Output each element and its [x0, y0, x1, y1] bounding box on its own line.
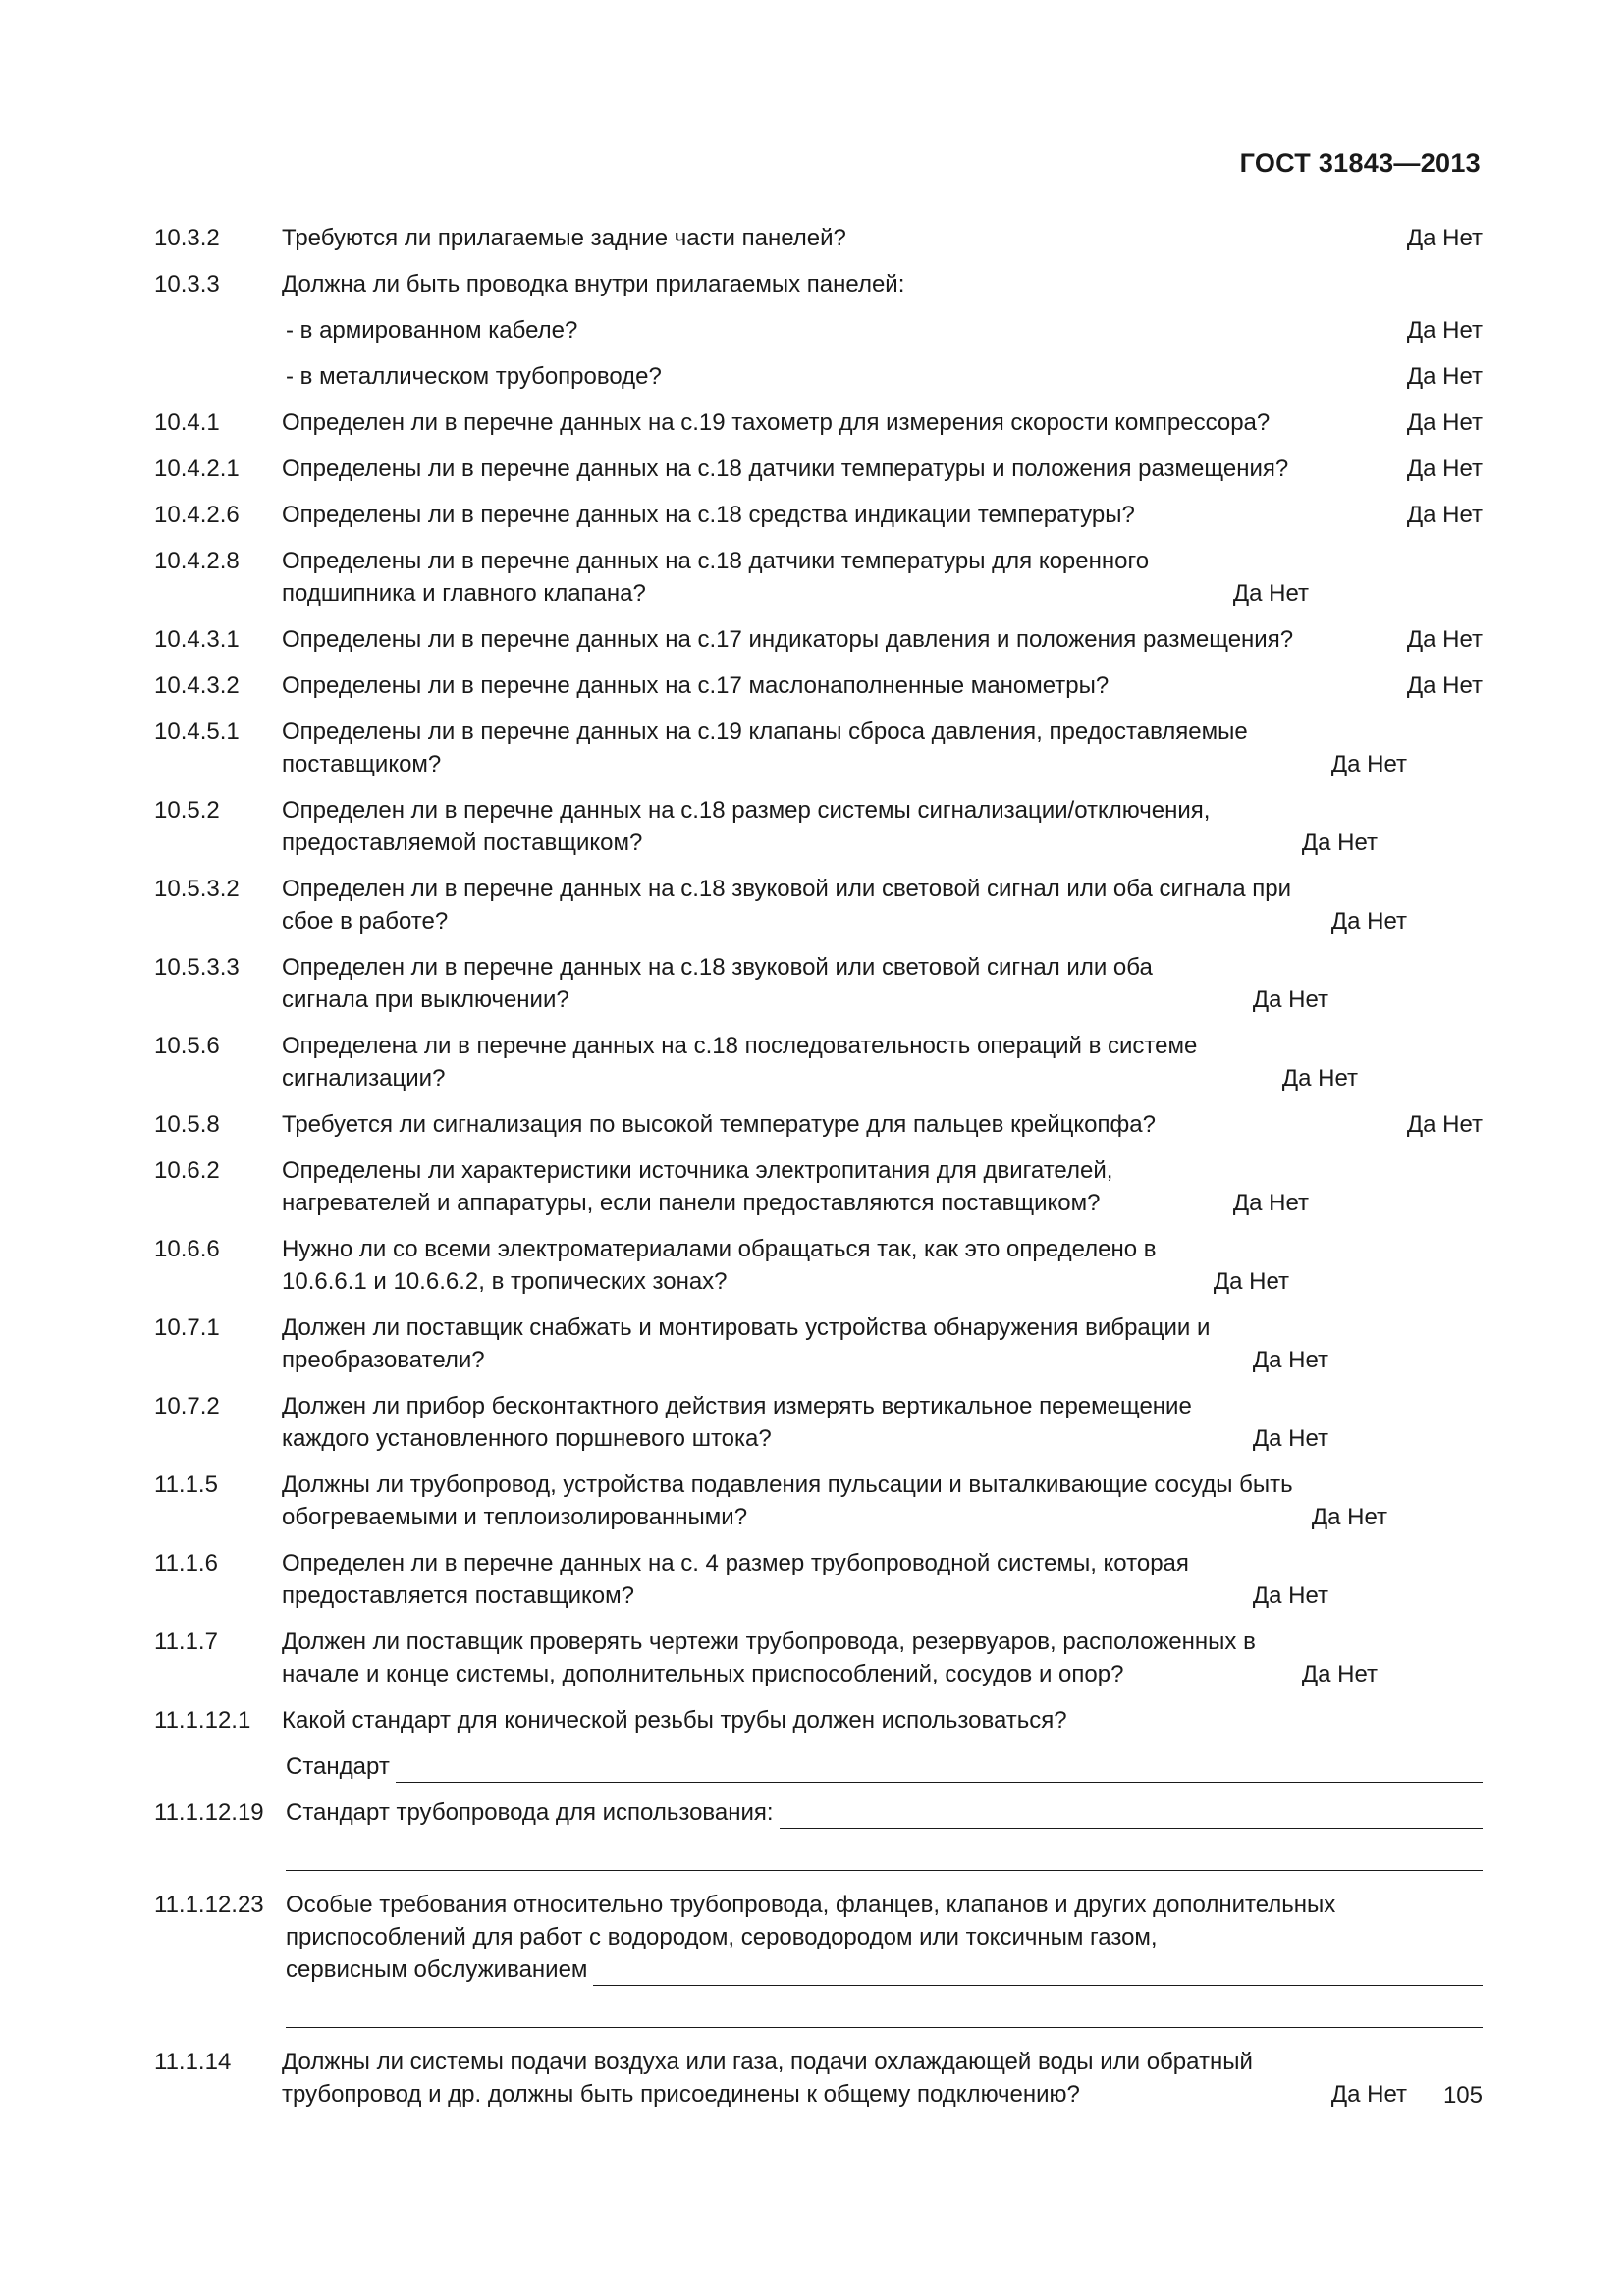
yes-no-answer[interactable]: Да Нет [1406, 317, 1483, 344]
list-item [154, 1704, 1483, 1736]
yes-no-answer[interactable]: Да Нет [1406, 225, 1483, 251]
item-question: Определены ли в перечне данных на с.18 датчики температуры для коренного подшипника и главного клапана? [282, 548, 1150, 607]
list-item [154, 951, 1483, 1016]
item-question: Определены ли в перечне данных на с.17 маслонаполненные манометры? [282, 672, 1110, 699]
item-question: Определен ли в перечне данных на с. 4 размер трубопроводной системы, которая предоставляется поставщиком? [282, 1550, 1189, 1609]
list-item [154, 360, 1483, 393]
list-item [154, 314, 1483, 347]
yes-no-answer[interactable]: Да Нет [1301, 829, 1378, 856]
item-number: 10.4.1 [154, 409, 220, 436]
item-question: Должна ли быть проводка внутри прилагаемых панелей: [282, 271, 905, 297]
item-number: 11.1.12.1 [154, 1707, 251, 1734]
item-question: Требуется ли сигнализация по высокой температуре для пальцев крейцкопфа? [282, 1111, 1156, 1138]
item-subquestion: - в армированном кабеле? [286, 317, 578, 344]
yes-no-answer[interactable]: Да Нет [1330, 2081, 1407, 2108]
yes-no-answer[interactable]: Да Нет [1232, 580, 1309, 607]
list-item [154, 1796, 1483, 1829]
questionnaire [154, 222, 1483, 2124]
item-number: 10.5.6 [154, 1033, 220, 1059]
item-number: 10.4.2.8 [154, 548, 240, 574]
item-number: 10.5.3.3 [154, 954, 240, 981]
document-code: ГОСТ 31843—2013 [1239, 148, 1481, 178]
item-question: Определен ли в перечне данных на с.18 размер системы сигнализации/отключения, предоставляемой поставщиком? [282, 797, 1211, 856]
yes-no-answer[interactable]: Да Нет [1406, 455, 1483, 482]
blank-input-line[interactable] [286, 1842, 1483, 1871]
item-number: 11.1.6 [154, 1550, 218, 1576]
yes-no-answer[interactable]: Да Нет [1406, 409, 1483, 436]
item-question: Определена ли в перечне данных на с.18 последовательность операций в системе сигнализации? [282, 1033, 1198, 1092]
yes-no-answer[interactable]: Да Нет [1330, 908, 1407, 934]
item-number: 11.1.5 [154, 1471, 218, 1498]
list-item [154, 1030, 1483, 1095]
item-question: Определены ли в перечне данных на с.17 индикаторы давления и положения размещения? [282, 626, 1294, 653]
item-question: Какой стандарт для конической резьбы трубы должен использоваться? [282, 1707, 1067, 1734]
item-question: Определены ли характеристики источника электропитания для двигателей, нагревателей и аппаратуры, если панели предоставляются поставщиком? [282, 1157, 1113, 1216]
list-item [154, 1311, 1483, 1376]
item-question: Определены ли в перечне данных на с.19 клапаны сброса давления, предоставляемые поставщиком? [282, 719, 1248, 777]
blank-input-line[interactable] [286, 2000, 1483, 2028]
yes-no-answer[interactable]: Да Нет [1252, 1582, 1328, 1609]
item-number: 10.6.2 [154, 1157, 220, 1184]
yes-no-answer[interactable]: Да Нет [1330, 751, 1407, 777]
yes-no-answer[interactable]: Да Нет [1406, 1111, 1483, 1138]
item-number: 11.1.7 [154, 1629, 218, 1655]
item-question: Определены ли в перечне данных на с.18 датчики температуры и положения размещения? [282, 455, 1289, 482]
item-question: Стандарт трубопровода для использования: [286, 1799, 774, 1826]
special-requirements-input-line[interactable] [593, 1961, 1483, 1986]
yes-no-answer[interactable]: Да Нет [1213, 1268, 1289, 1295]
special-requirements-field [154, 1953, 1483, 1986]
list-item [154, 545, 1483, 610]
list-item [154, 268, 1483, 300]
item-question: Особые требования относительно трубопровода, фланцев, клапанов и других дополнительных приспособлений для работ с водородом, сероводородом или токсичным газом, [286, 1892, 1336, 1950]
yes-no-answer[interactable]: Да Нет [1232, 1190, 1309, 1216]
list-item [154, 2046, 1483, 2110]
list-item [154, 222, 1483, 254]
list-item [154, 669, 1483, 702]
standard-field [154, 1750, 1483, 1783]
yes-no-answer[interactable]: Да Нет [1252, 1347, 1328, 1373]
item-number: 10.7.1 [154, 1314, 220, 1341]
service-label: сервисным обслуживанием [286, 1956, 588, 1983]
list-item [154, 406, 1483, 439]
yes-no-answer[interactable]: Да Нет [1252, 987, 1328, 1013]
yes-no-answer[interactable]: Да Нет [1406, 626, 1483, 653]
list-item [154, 873, 1483, 937]
item-number: 11.1.14 [154, 2049, 232, 2075]
standard-input-line[interactable] [396, 1758, 1483, 1783]
yes-no-answer[interactable]: Да Нет [1406, 363, 1483, 390]
item-number: 10.3.3 [154, 271, 220, 297]
item-question: Определен ли в перечне данных на с.19 тахометр для измерения скорости компрессора? [282, 409, 1271, 436]
list-item [154, 499, 1483, 531]
yes-no-answer[interactable]: Да Нет [1281, 1065, 1358, 1092]
page-number: 105 [1442, 2082, 1483, 2109]
item-question: Нужно ли со всеми электроматериалами обращаться так, как это определено в 10.6.6.1 и 10.6.6.2, в тропических зонах? [282, 1236, 1157, 1295]
item-number: 10.5.8 [154, 1111, 220, 1138]
list-item [154, 1233, 1483, 1298]
item-number: 11.1.12.23 [154, 1892, 264, 1918]
item-number: 10.5.2 [154, 797, 220, 824]
list-item [154, 1468, 1483, 1533]
item-question: Определен ли в перечне данных на с.18 звуковой или световой сигнал или оба сигнала при выключении? [282, 954, 1153, 1013]
list-item [154, 716, 1483, 780]
item-number: 10.4.3.1 [154, 626, 240, 653]
yes-no-answer[interactable]: Да Нет [1301, 1661, 1378, 1687]
item-number: 10.7.2 [154, 1393, 220, 1419]
list-item [154, 453, 1483, 485]
yes-no-answer[interactable]: Да Нет [1406, 502, 1483, 528]
item-number: 10.5.3.2 [154, 876, 240, 902]
item-question: Должны ли системы подачи воздуха или газа, подачи охлаждающей воды или обратный трубопровод и др. должны быть присоединены к общему подключению? [282, 2049, 1253, 2108]
standard-label: Стандарт [286, 1753, 390, 1780]
item-question: Требуются ли прилагаемые задние части панелей? [282, 225, 846, 251]
item-number: 10.4.2.1 [154, 455, 240, 482]
list-item [154, 1390, 1483, 1455]
item-subquestion: - в металлическом трубопроводе? [286, 363, 662, 390]
list-item [154, 1547, 1483, 1612]
item-number: 11.1.12.19 [154, 1799, 264, 1826]
list-item [154, 794, 1483, 859]
item-number: 10.4.2.6 [154, 502, 240, 528]
item-question: Определены ли в перечне данных на с.18 средства индикации температуры? [282, 502, 1135, 528]
item-question: Должен ли поставщик снабжать и монтировать устройства обнаружения вибрации и преобразователи? [282, 1314, 1211, 1373]
item-number: 10.4.3.2 [154, 672, 240, 699]
yes-no-answer[interactable]: Да Нет [1406, 672, 1483, 699]
list-item [154, 623, 1483, 656]
item-number: 10.3.2 [154, 225, 220, 251]
yes-no-answer[interactable]: Да Нет [1311, 1504, 1387, 1530]
item-question: Должен ли поставщик проверять чертежи трубопровода, резервуаров, расположенных в начале и конце системы, дополнительных приспособлений, сосудов и опор? [282, 1629, 1256, 1687]
item-question: Должен ли прибор бесконтактного действия измерять вертикальное перемещение каждого установленного поршневого штока? [282, 1393, 1192, 1452]
list-item [154, 1154, 1483, 1219]
piping-standard-input-line[interactable] [780, 1804, 1483, 1829]
yes-no-answer[interactable]: Да Нет [1252, 1425, 1328, 1452]
list-item [154, 1108, 1483, 1141]
item-number: 10.4.5.1 [154, 719, 240, 745]
item-question: Определен ли в перечне данных на с.18 звуковой или световой сигнал или оба сигнала при сбое в работе? [282, 876, 1291, 934]
item-number: 10.6.6 [154, 1236, 220, 1262]
list-item [154, 1889, 1483, 1953]
list-item [154, 1626, 1483, 1690]
item-question: Должны ли трубопровод, устройства подавления пульсации и выталкивающие сосуды быть обогреваемыми и теплоизолированными? [282, 1471, 1293, 1530]
